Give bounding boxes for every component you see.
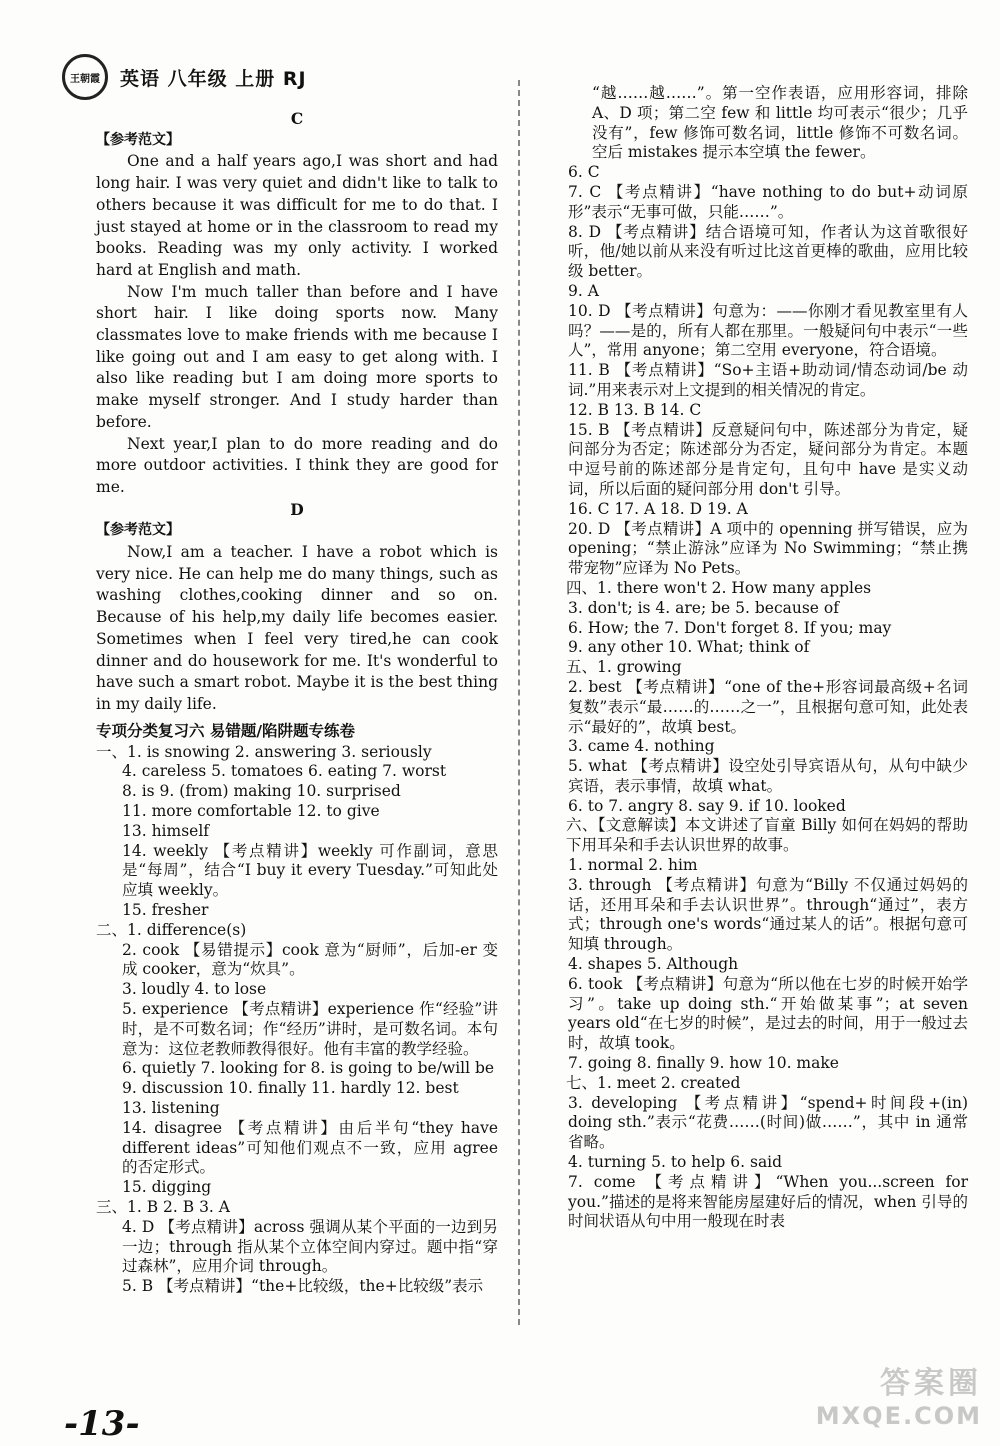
answer-item-25: 7. going 8. finally 9. how 10. make xyxy=(568,1054,839,1073)
answer-item-27: 3. developing 【考点精讲】“spend+时间段+(in) doing sth.”表示“花费……(时间)做……”，其中 in 通常省略。 xyxy=(568,1093,968,1152)
answer-item-13: 6. How; the 7. Don't forget 8. If you; may xyxy=(568,618,892,637)
answer-list-left xyxy=(96,743,498,1297)
answer-item-15: 15. digging xyxy=(122,1178,212,1197)
answer-item-11: 6. quietly 7. looking for 8. is going to be/will be xyxy=(122,1059,495,1078)
answer-item-14: 9. any other 10. What; think of xyxy=(568,638,810,657)
answer-item-5: 14. weekly 【考点精讲】weekly 可作副词，意思是“每周”，结合“I buy it every Tuesday.”可知此处应填 weekly。 xyxy=(122,841,498,900)
answer-item-1: 6. C xyxy=(568,163,600,182)
watermark-line2: MXQE.COM xyxy=(815,1402,982,1430)
answer-item-12: 9. discussion 10. finally 11. hardly 12. best xyxy=(122,1079,459,1098)
answer-item-2: 8. is 9. (from) making 10. surprised xyxy=(122,782,401,801)
answer-item-24: 6. took 【考点精讲】句意为“所以他在七岁的时候开始学习”。take up doing sth.“开始做某事”；at seven years old“在七岁的时候”，是过去的时间，用于一般过去时，故填 took。 xyxy=(568,974,968,1053)
answer-item-10: 20. D 【考点精讲】A 项中的 openning 拼写错误，应为 opening；“禁止游泳”应译为 No Swimming；“禁止携带宠物”应译为 No Pets。 xyxy=(568,519,968,578)
answer-item-2: 7. C 【考点精讲】“have nothing to do but+动词原形”表示“无事可做，只能……”。 xyxy=(568,182,968,221)
watermark-line1: 答案圈 xyxy=(880,1366,982,1401)
answer-item-12: 3. don't; is 4. are; be 5. because of xyxy=(568,598,839,617)
answer-item-6: 11. B 【考点精讲】“So+主语+助动词/情态动词/be 动词.”用来表示对上文提到的相关情况的肯定。 xyxy=(568,361,968,399)
answer-item-5: 10. D 【考点精讲】句意为：——你刚才看见教室里有人吗？——是的，所有人都在那里。一般疑问句中表示“一些人”，常用 anyone；第二空用 everyone，符合语境。 xyxy=(568,301,968,360)
right-column xyxy=(566,84,968,1232)
page-header xyxy=(62,52,307,102)
answer-item-28: 4. turning 5. to help 6. said xyxy=(568,1153,783,1172)
essay-line-7: Now,I am a teacher. I have a robot which is very nice. He can help me do many things, such as washing clothes,cooking dinner and so on. Because of his help,my daily life becomes easier. Sometimes when I feel very tired,he can cook dinner and do housework for me. It's wonderful to have such a smart robot. Maybe it is the best thing in my daily life. xyxy=(96,543,498,713)
answer-item-1: 4. careless 5. tomatoes 6. eating 7. worst xyxy=(122,762,447,781)
answer-item-8: 15. B 【考点精讲】反意疑问句中，陈述部分为肯定，疑问部分为否定；陈述部分为否定，疑问部分为肯定。本题中逗号前的陈述部分是肯定句，且句中 have 是实义动词，所以后面的疑问部分用 don't 引导。 xyxy=(568,420,968,498)
page-number: -13- xyxy=(64,1404,140,1444)
answer-item-23: 4. shapes 5. Although xyxy=(568,955,739,974)
answer-item-26: 七、1. meet 2. created xyxy=(566,1073,741,1092)
answer-item-11: 四、1. there won't 2. How many apples xyxy=(566,578,872,597)
essay-line-4: Next year,I plan to do more reading and do more outdoor activities. I think they are good for me. xyxy=(96,434,498,496)
answer-item-3: 11. more comfortable 12. to give xyxy=(122,802,380,821)
essay-line-5: D xyxy=(290,499,304,519)
answer-item-10: 5. experience 【考点精讲】experience 作“经验”讲时，是不可数名词；作“经历”讲时，是可数名词。本句意为：这位老教师教得很好。他有丰富的教学经验。 xyxy=(122,1000,498,1058)
watermark xyxy=(816,1358,982,1430)
book-title: 英语 八年级 上册 RJ xyxy=(120,67,307,90)
answer-item-13: 13. listening xyxy=(122,1099,220,1118)
answer-item-18: 5. what 【考点精讲】设空处引导宾语从句，从句中缺少宾语，表示事情，故填 what。 xyxy=(568,757,968,795)
answer-item-0: 一、1. is snowing 2. answering 3. seriously xyxy=(96,742,432,761)
answer-item-4: 9. A xyxy=(568,281,599,300)
left-column xyxy=(96,108,498,1297)
essay-line-6: 【参考范文】 xyxy=(96,522,180,539)
answer-item-17: 3. came 4. nothing xyxy=(568,737,715,756)
answer-item-18: 5. B 【考点精讲】“the+比较级，the+比较级”表示 xyxy=(122,1277,484,1296)
answer-item-22: 3. through 【考点精讲】句意为“Billy 不仅通过妈妈的话，还用耳朵和手去认识世界”。through“通过”，表方式；through one's words“通过某人的话”。根据句意可知填 through。 xyxy=(568,875,968,954)
answer-item-7: 二、1. difference(s) xyxy=(96,920,247,939)
answer-item-21: 1. normal 2. him xyxy=(568,856,698,875)
answer-item-29: 7. come 【考点精讲】“When you...screen for you.”描述的是将来智能房屋建好后的情况，when 引导的时间状语从句中用一般现在时表 xyxy=(568,1172,968,1231)
answer-item-8: 2. cook 【易错提示】cook 意为“厨师”，后加-er 变成 cooker，意为“炊具”。 xyxy=(122,940,498,979)
model-essays xyxy=(96,108,498,716)
section-title: 专项分类复习六 易错题/陷阱题专练卷 xyxy=(96,721,356,740)
answer-item-3: 8. D 【考点精讲】结合语境可知，作者认为这首歌很好听，他/她以前从来没有听过比这首更棒的歌曲，应用比较级 better。 xyxy=(568,222,968,281)
answer-item-9: 16. C 17. A 18. D 19. A xyxy=(568,499,748,518)
answer-item-7: 12. B 13. B 14. C xyxy=(568,400,702,419)
answer-list-right xyxy=(566,84,968,1232)
answer-item-19: 6. to 7. angry 8. say 9. if 10. looked xyxy=(568,796,846,815)
answer-item-20: 六、【文意解读】本文讲述了盲童 Billy 如何在妈妈的帮助下用耳朵和手去认识世界的故事。 xyxy=(566,816,968,855)
answer-item-16: 三、1. B 2. B 3. A xyxy=(96,1198,230,1217)
essay-line-1: 【参考范文】 xyxy=(96,131,180,148)
answer-item-6: 15. fresher xyxy=(122,901,209,920)
essay-line-0: C xyxy=(290,109,304,128)
answer-item-4: 13. himself xyxy=(122,821,210,840)
answer-item-17: 4. D 【考点精讲】across 强调从某个平面的一边到另一边；through 指从某个立体空间内穿过。题中指“穿过森林”，应用介词 through。 xyxy=(122,1217,498,1276)
answer-item-0: “越……越……”。第一空作表语，应用形容词，排除 A、D 项；第二空 few 和 little 均可表示“很少；几乎没有”，few 修饰可数名词，little 修饰不可数名词。空后 mistakes 提示本空填 the fewer。 xyxy=(592,84,968,162)
publisher-logo: 王朝霞 xyxy=(62,54,108,100)
answer-item-14: 14. disagree 【考点精讲】由后半句“they have different ideas”可知他们观点不一致，应用 agree 的否定形式。 xyxy=(122,1118,498,1177)
essay-line-2: One and a half years ago,I was short and had long hair. I was very quiet and didn't like to talk to others because it was difficult for me to do that. I just stayed at home or in the classroom to read my books. Reading was my only activity. I worked hard at English and math. xyxy=(96,152,498,279)
answer-item-15: 五、1. growing xyxy=(566,658,682,677)
column-divider xyxy=(518,80,520,1325)
essay-line-3: Now I'm much taller than before and I have short hair. I like doing sports now. Many classmates love to make friends with me because I like going out and I am easy to get along with. I also like reading but I am doing more sports to make myself stronger. And I study harder than before. xyxy=(96,282,498,431)
answer-item-9: 3. loudly 4. to lose xyxy=(122,980,267,999)
answer-item-16: 2. best 【考点精讲】“one of the+形容词最高级+名词复数”表示“最……的……之一”，且根据句意可知，此处表示“最好的”，故填 best。 xyxy=(568,677,968,736)
